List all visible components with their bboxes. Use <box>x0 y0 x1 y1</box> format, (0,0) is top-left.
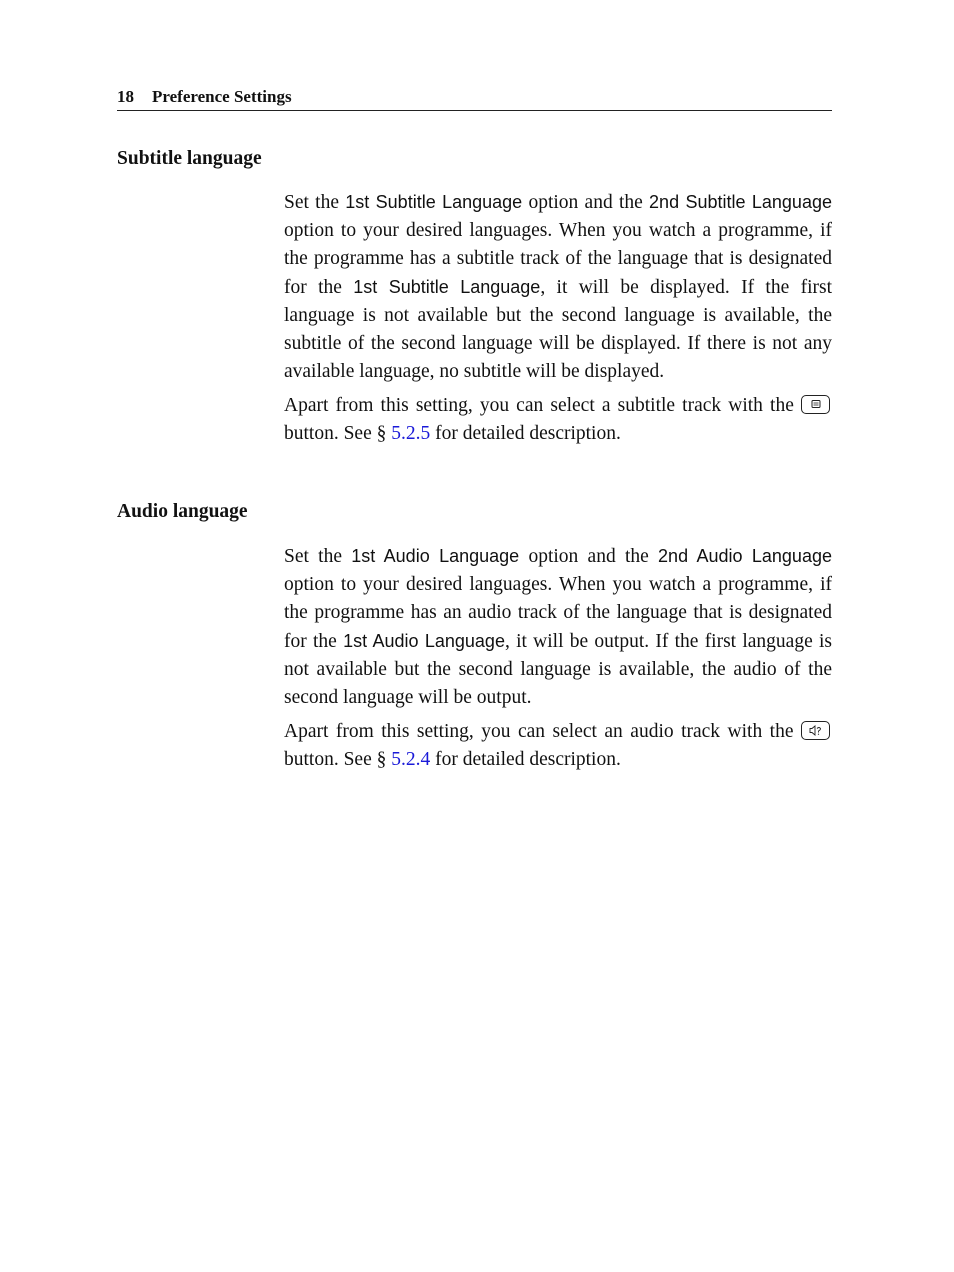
text-run: Apart from this setting, you can select an audio track with the <box>284 721 801 742</box>
running-header <box>117 86 832 111</box>
option-name: 1st Audio Language <box>351 546 520 566</box>
page-number: 18 <box>117 87 134 106</box>
option-name: 1st Audio Language <box>343 631 505 651</box>
subtitle-paragraph-1 <box>284 188 832 386</box>
subtitle-paragraph-2 <box>284 392 832 448</box>
text-run: option to your desired languages. When you watch a programme, if the programme has an audio track of the language that is designated for the <box>284 574 832 652</box>
option-name: 1st Subtitle Language <box>345 192 523 212</box>
text-run: , it will be displayed. If the first language is not available but the second language is available, the subtitle of the second language will be displayed. If there is not any available language, no subtitle will be displayed. <box>284 277 832 382</box>
section-title-audio-language: Audio language <box>117 501 248 522</box>
option-name: 1st Subtitle Language <box>353 277 541 297</box>
text-run: option and the <box>519 546 659 567</box>
text-run: Set the <box>284 192 346 213</box>
text-run: for detailed description. <box>430 423 621 444</box>
text-run: for detailed description. <box>430 749 621 770</box>
audio-paragraph-2 <box>284 718 832 774</box>
text-run: Set the <box>284 546 352 567</box>
text-run: , it will be output. If the first language is not available but the second language is available, the audio of the second language will be output. <box>284 631 832 708</box>
section-title-subtitle-language: Subtitle language <box>117 148 262 169</box>
text-run: Apart from this setting, you can select a subtitle track with the <box>284 395 801 416</box>
text-run: option to your desired languages. When you watch a programme, if the programme has a subtitle track of the language that is designated for the <box>284 220 832 298</box>
audio-language-body <box>284 542 832 780</box>
audio-paragraph-1 <box>284 542 832 712</box>
audio-button-icon <box>801 721 830 740</box>
option-name: 2nd Audio Language <box>658 546 832 566</box>
subtitle-language-body <box>284 188 832 454</box>
chapter-title: Preference Settings <box>152 87 292 106</box>
section-link-5-2-4[interactable]: 5.2.4 <box>391 749 431 770</box>
text-run: option and the <box>522 192 650 213</box>
subtitle-button-icon <box>801 395 830 414</box>
text-run: button. See § <box>284 749 392 770</box>
section-link-5-2-5[interactable]: 5.2.5 <box>391 423 431 444</box>
option-name: 2nd Subtitle Language <box>649 192 832 212</box>
text-run: button. See § <box>284 423 392 444</box>
